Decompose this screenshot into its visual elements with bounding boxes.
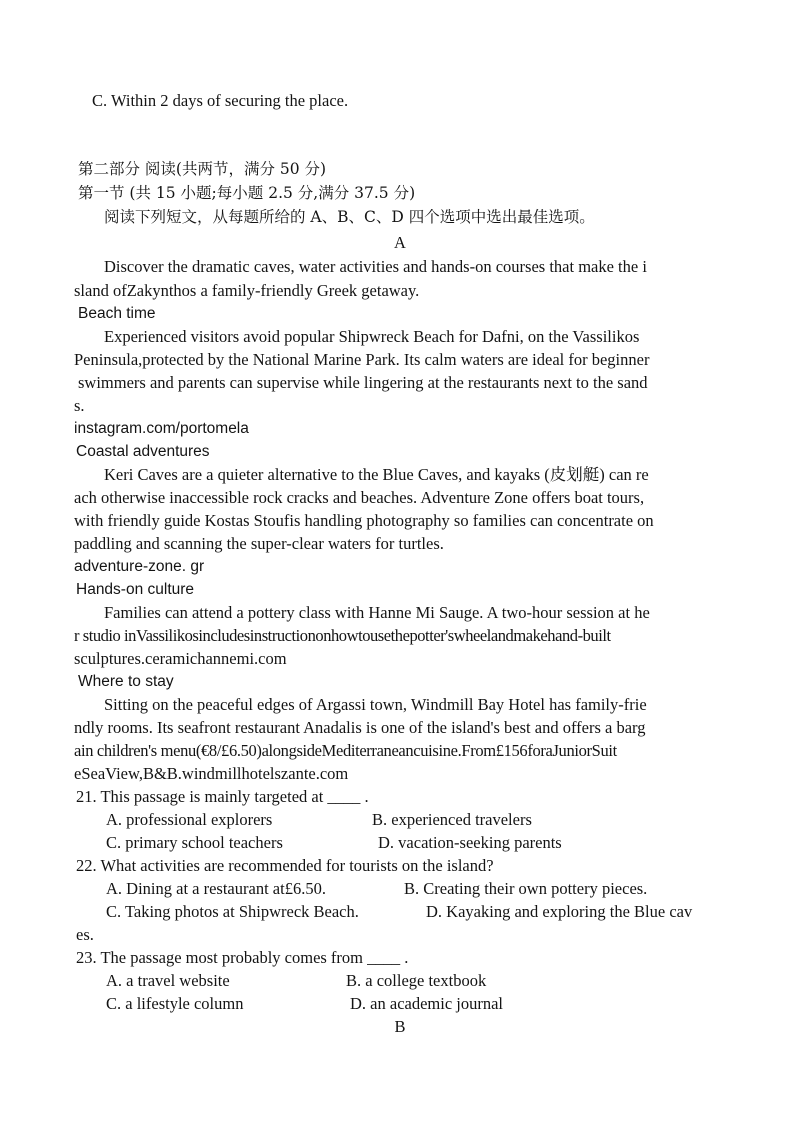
coastal-text-line: with friendly guide Kostas Stoufis handling photography so families can concentrate on (74, 511, 654, 530)
intro-line: Discover the dramatic caves, water activities and hands-on courses that make the i (104, 257, 647, 276)
beach-text-line: swimmers and parents can supervise while lingering at the restaurants next to the sand (78, 373, 648, 392)
beach-link: instagram.com/portomela (74, 420, 249, 437)
beach-text-line: Peninsula,protected by the National Marine Park. Its calm waters are ideal for beginner (74, 350, 650, 369)
reading-instruction: 阅读下列短文，从每题所给的 A、B、C、D 四个选项中选出最佳选项。 (104, 208, 595, 226)
coastal-text-line: ach otherwise inaccessible rock cracks and beaches. Adventure Zone offers boat tours, (74, 488, 645, 507)
hands-on-culture-heading: Hands-on culture (76, 581, 195, 598)
question-22-option-d: D. Kayaking and exploring the Blue cav (426, 902, 693, 921)
stay-text-line: eSeaView,B&B.windmillhotelszante.com (74, 764, 349, 783)
beach-text-line: Experienced visitors avoid popular Shipwreck Beach for Dafni, on the Vassilikos (104, 327, 640, 346)
question-22-option-a: A. Dining at a restaurant at£6.50. (106, 879, 326, 898)
question-23-option-a: A. a travel website (106, 971, 230, 990)
coastal-text-line: Keri Caves are a quieter alternative to the Blue Caves, and kayaks (皮划艇) can re (104, 465, 649, 484)
coastal-link: adventure-zone. gr (74, 558, 205, 575)
question-22-option-d-wrap: es. (76, 925, 94, 944)
culture-text-line: r studio inVassilikosincludesinstructiononhowtousethepotter'swheelandmakehand-built (74, 626, 611, 645)
previous-question-option-c: C. Within 2 days of securing the place. (92, 91, 349, 110)
passage-b-label: B (394, 1017, 406, 1036)
stay-text-line: ndly rooms. Its seafront restaurant Anadalis is one of the island's best and offers a barg (74, 718, 646, 737)
question-23-option-b: B. a college textbook (346, 971, 487, 990)
question-23-option-d: D. an academic journal (350, 994, 504, 1013)
culture-text-line: sculptures.ceramichannemi.com (74, 649, 287, 668)
stay-text-line: Sitting on the peaceful edges of Argassi town, Windmill Bay Hotel has family-frie (104, 695, 647, 714)
question-21-option-d: D. vacation-seeking parents (378, 833, 562, 852)
question-22-option-b: B. Creating their own pottery pieces. (404, 879, 648, 898)
question-23-stem: 23. The passage most probably comes from ____ . (76, 948, 409, 967)
question-22-option-c: C. Taking photos at Shipwreck Beach. (106, 902, 359, 921)
intro-line: sland ofZakynthos a family-friendly Greek getaway. (74, 281, 420, 300)
question-23-option-c: C. a lifestyle column (106, 994, 244, 1013)
coastal-text-line: paddling and scanning the super-clear waters for turtles. (74, 534, 444, 553)
beach-text-line: s. (74, 396, 85, 415)
beach-time-heading: Beach time (78, 305, 156, 322)
section-part-heading: 第二部分 阅读(共两节，满分 50 分) (78, 160, 327, 178)
question-22-stem: 22. What activities are recommended for tourists on the island? (76, 856, 494, 875)
stay-text-line: ain children's menu(€8/£6.50)alongsideMediterraneancuisine.From£156foraJuniorSuit (74, 741, 617, 760)
question-21-stem: 21. This passage is mainly targeted at ____ . (76, 787, 369, 806)
passage-a-label: A (394, 233, 406, 252)
culture-text-line: Families can attend a pottery class with Hanne Mi Sauge. A two-hour session at he (104, 603, 650, 622)
question-21-option-c: C. primary school teachers (106, 833, 283, 852)
question-21-option-b: B. experienced travelers (372, 810, 532, 829)
coastal-adventures-heading: Coastal adventures (76, 443, 210, 460)
question-21-option-a: A. professional explorers (106, 810, 273, 829)
section-sub-heading: 第一节 (共 15 小题;每小题 2.5 分,满分 37.5 分) (78, 184, 416, 202)
where-to-stay-heading: Where to stay (78, 673, 174, 690)
